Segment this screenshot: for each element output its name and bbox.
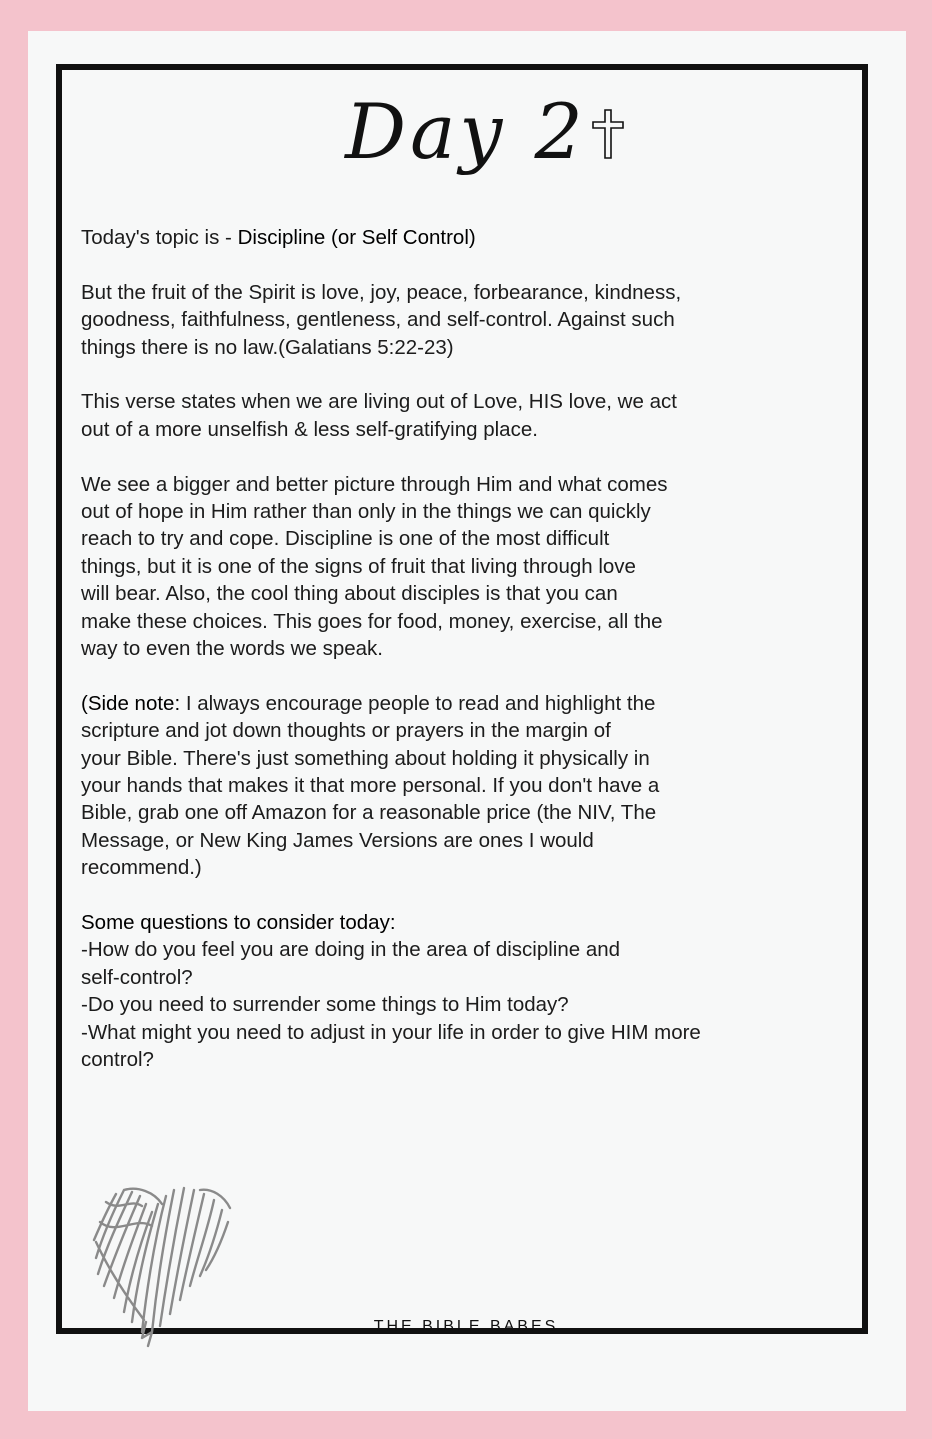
verse-explanation: [81, 388, 801, 443]
reflection-line: out of hope in Him rather than only in the things we can quickly: [81, 500, 651, 524]
topic-name: Discipline (or Self Control): [237, 226, 476, 249]
reflection-line: make these choices. This goes for food, money, exercise, all the: [81, 609, 663, 633]
reflection-line: things, but it is one of the signs of fruit that living through love: [81, 554, 636, 578]
topic-prefix: Today's topic is -: [81, 226, 238, 249]
side-note-first-line: [81, 690, 801, 717]
question-line: control?: [81, 1048, 154, 1072]
devotional-content: [81, 224, 801, 1101]
question-line: -What might you need to adjust in your life in order to give HIM more: [81, 1020, 701, 1044]
verse-line: goodness, faithfulness, gentleness, and self-control. Against such: [81, 308, 675, 332]
reflection-line: will bear. Also, the cool thing about disciples is that you can: [81, 582, 618, 606]
side-note-line: your Bible. There's just something about holding it physically in: [81, 746, 650, 770]
scripture-verse: [81, 279, 801, 361]
side-note-line: Bible, grab one off Amazon for a reasonable price (the NIV, The: [81, 801, 657, 825]
questions-section: [81, 909, 801, 1073]
reflection-line: reach to try and cope. Discipline is one of the most difficult: [81, 527, 610, 551]
question-line: self-control?: [81, 965, 193, 989]
cross-icon: [590, 108, 626, 160]
footer-brand: THE BIBLE BABES: [373, 1318, 559, 1335]
question-line: -How do you feel you are doing in the area of discipline and: [81, 938, 621, 962]
verse-line: things there is no law.(Galatians 5:22-23): [81, 335, 454, 359]
side-note: [81, 690, 801, 882]
side-note-line: your hands that makes it that more personal. If you don't have a: [81, 774, 660, 798]
question-line: -Do you need to surrender some things to Him today?: [81, 993, 569, 1017]
topic-line: [81, 224, 801, 251]
side-note-line: Message, or New King James Versions are ones I would: [81, 828, 594, 852]
reflection-line: We see a bigger and better picture through Him and what comes: [81, 472, 668, 496]
reflection-line: way to even the words we speak.: [81, 637, 383, 661]
page-title: Day 2: [345, 87, 587, 176]
verse-line: But the fruit of the Spirit is love, joy, peace, forbearance, kindness,: [81, 280, 682, 304]
side-note-label: (Side note:: [81, 691, 181, 715]
side-note-first-text: I always encourage people to read and highlight the: [180, 691, 656, 715]
questions-heading: Some questions to consider today:: [81, 911, 396, 935]
side-note-line: recommend.): [81, 856, 202, 880]
reflection-paragraph: [81, 471, 801, 663]
explanation-line: out of a more unselfish & less self-gratifying place.: [81, 417, 538, 441]
explanation-line: This verse states when we are living out of Love, HIS love, we act: [81, 390, 677, 414]
side-note-line: scripture and jot down thoughts or prayers in the margin of: [81, 719, 611, 743]
